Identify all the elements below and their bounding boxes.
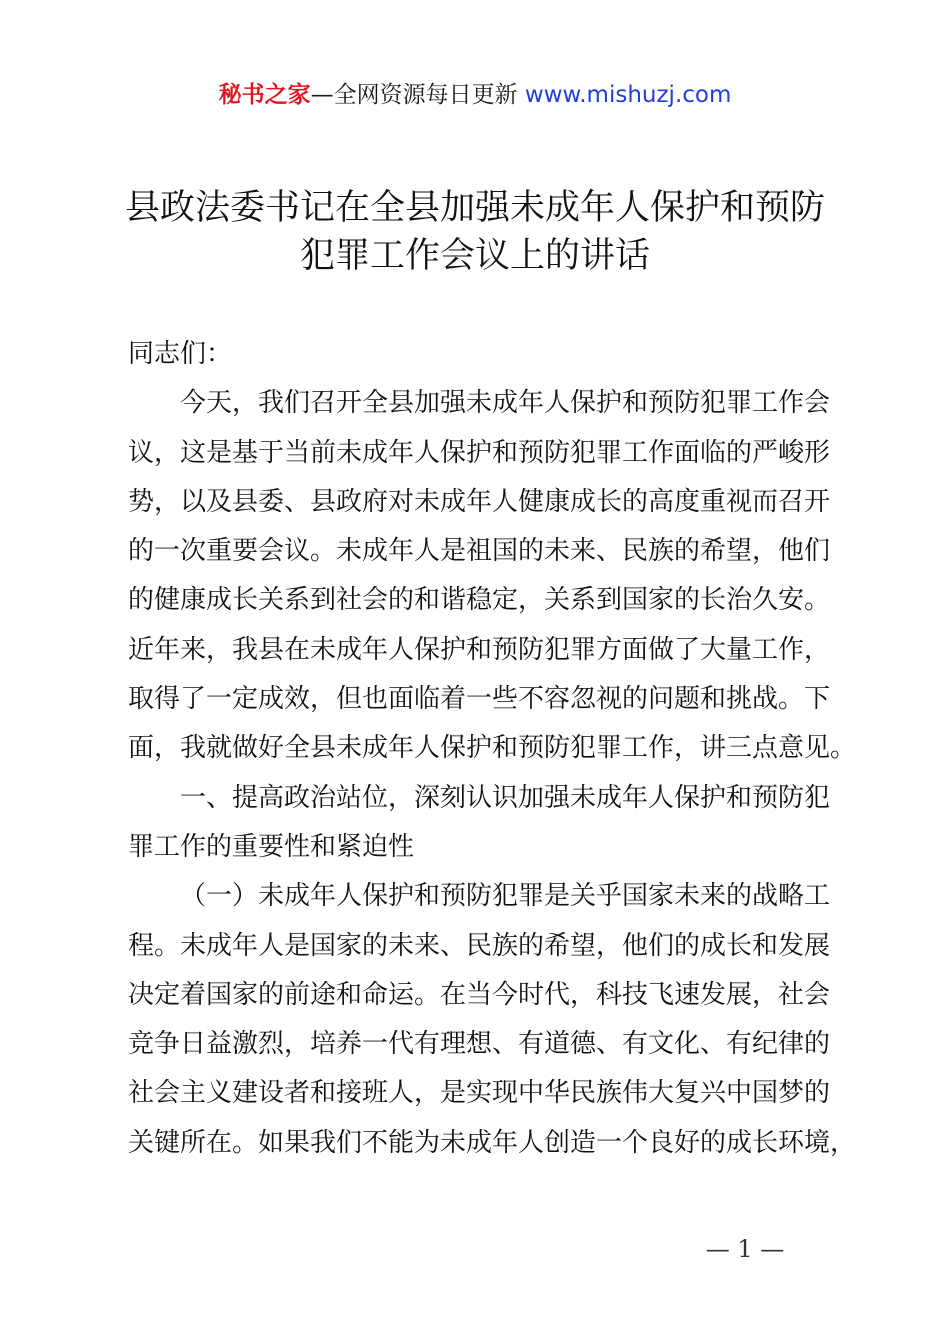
paragraph-line: 议，这是基于当前未成年人保护和预防犯罪工作面临的严峻形 <box>128 437 831 468</box>
site-banner <box>0 78 950 112</box>
document-title-line-1: 县政法委书记在全县加强未成年人保护和预防 <box>124 188 825 228</box>
banner-url: www.mishuzj.com <box>524 82 732 108</box>
paragraph-line: 竞争日益激烈，培养一代有理想、有道德、有文化、有纪律的 <box>128 1029 831 1060</box>
paragraph-line: 的健康成长关系到社会的和谐稳定，关系到国家的长治久安。 <box>128 585 831 616</box>
banner-tagline: —全网资源每日更新 <box>310 82 525 108</box>
page-number: — 1 — <box>705 1235 785 1263</box>
paragraph-line: 势，以及县委、县政府对未成年人健康成长的高度重视而召开 <box>128 486 831 517</box>
paragraph-line: 今天，我们召开全县加强未成年人保护和预防犯罪工作会 <box>180 388 831 419</box>
section-heading-line: 一、提高政治站位，深刻认识加强未成年人保护和预防犯 <box>180 782 831 813</box>
brand-name: 秘书之家 <box>218 82 311 108</box>
paragraph-line: 程。未成年人是国家的未来、民族的希望，他们的成长和发展 <box>128 930 831 961</box>
paragraph-line: 社会主义建设者和接班人，是实现中华民族伟大复兴中国梦的 <box>128 1078 831 1109</box>
paragraph-line: 的一次重要会议。未成年人是祖国的未来、民族的希望，他们 <box>128 536 831 567</box>
paragraph-line: 决定着国家的前途和命运。在当今时代，科技飞速发展，社会 <box>128 979 831 1010</box>
section-heading-line: 罪工作的重要性和紧迫性 <box>128 831 415 862</box>
paragraph-line: 面，我就做好全县未成年人保护和预防犯罪工作，讲三点意见。 <box>128 733 857 764</box>
document-title-line-2: 犯罪工作会议上的讲话 <box>299 236 650 276</box>
salutation: 同志们： <box>128 339 233 369</box>
paragraph-line: 取得了一定成效，但也面临着一些不容忽视的问题和挑战。下 <box>128 684 831 715</box>
paragraph-line: 关键所在。如果我们不能为未成年人创造一个良好的成长环境， <box>128 1127 857 1158</box>
paragraph-line: 近年来，我县在未成年人保护和预防犯罪方面做了大量工作， <box>128 634 831 665</box>
paragraph-line: （一）未成年人保护和预防犯罪是关乎国家未来的战略工 <box>180 881 831 912</box>
document-body <box>128 330 857 1168</box>
